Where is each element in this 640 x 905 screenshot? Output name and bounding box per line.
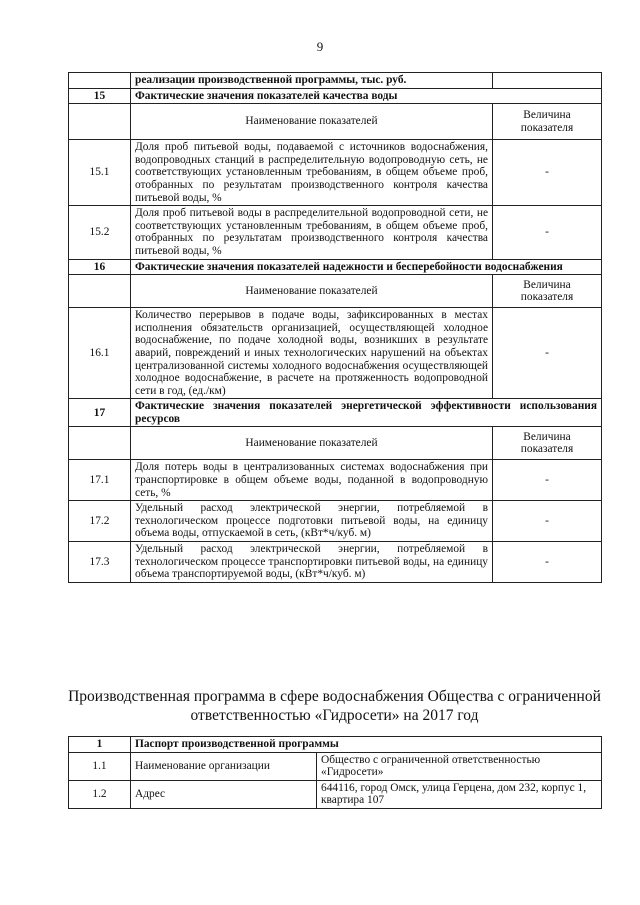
row-number: 15.2 — [69, 206, 131, 259]
indicator-text: Доля проб питьевой воды в распределительной водопроводной сети, не соответствующих установленным требованиям, в общем объеме проб, отобранных по результатам производственного контроля качества питьевой воды, % — [131, 206, 493, 259]
row-number: 1.2 — [69, 780, 131, 808]
section-title: Фактические значения показателей качества воды — [131, 88, 602, 104]
indicator-value: - — [493, 542, 602, 583]
row-number: 17.1 — [69, 460, 131, 501]
name-column-header: Наименование показателей — [131, 275, 493, 308]
row-number: 17.3 — [69, 542, 131, 583]
page-number: 9 — [316, 39, 324, 54]
section-header-15 — [69, 88, 602, 104]
row-number: 15.1 — [69, 140, 131, 206]
indicator-text: Удельный расход электрической энергии, потребляемой в технологическом процессе транспортировки питьевой воды, на единицу объема транспортируемой воды, (кВт*ч/куб. м) — [131, 542, 493, 583]
table-row — [69, 308, 602, 399]
section-header-1 — [69, 737, 602, 753]
value-column-header: Величина показателя — [493, 104, 602, 140]
indicator-value: - — [493, 460, 602, 501]
table-row — [69, 501, 602, 542]
section-header-16 — [69, 259, 602, 275]
column-header-row — [69, 427, 602, 460]
row-number: 16.1 — [69, 308, 131, 399]
name-column-header: Наименование показателей — [131, 427, 493, 460]
passport-table — [68, 736, 602, 809]
indicator-text: Доля потерь воды в централизованных системах водоснабжения при транспортировке в общем объеме воды, поданной в водопроводную сеть, % — [131, 460, 493, 501]
section-title: Фактические значения показателей надежности и бесперебойности водоснабжения — [131, 259, 602, 275]
section-number: 17 — [69, 399, 131, 427]
value-column-header: Величина показателя — [493, 427, 602, 460]
indicator-text: Доля проб питьевой воды, подаваемой с источников водоснабжения, водопроводных станций в распределительную водопроводную сеть, не соответствующих установленным требованиям, в общем объеме проб, отобранных по результатам производственного контроля качества питьевой воды, % — [131, 140, 493, 206]
passport-label: Наименование организации — [131, 752, 317, 780]
top-row-text: реализации производственной программы, тыс. руб. — [131, 73, 493, 89]
table-row — [69, 460, 602, 501]
section-header-17 — [69, 399, 602, 427]
section-title: Паспорт производственной программы — [131, 737, 602, 753]
indicator-value: - — [493, 206, 602, 259]
column-header-row — [69, 275, 602, 308]
indicators-table — [68, 72, 602, 583]
section-number: 16 — [69, 259, 131, 275]
program-heading: Производственная программа в сфере водоснабжения Общества с ограниченной ответственностью «Гидросети» на 2017 год — [68, 688, 601, 724]
passport-label: Адрес — [131, 780, 317, 808]
indicator-text: Количество перерывов в подаче воды, зафиксированных в местах исполнения обязательств организацией, осуществляющей холодное водоснабжение, по подаче холодной воды, возникших в результате аварий, повреждений и иных технологических нарушений на объектах централизованной системы холодного водоснабжения осуществляющей холодное водоснабжение, в расчете на протяженность водопроводной сети в год, (ед./км) — [131, 308, 493, 399]
passport-value: Общество с ограниченной ответственностью «Гидросети» — [317, 752, 602, 780]
value-column-header: Величина показателя — [493, 275, 602, 308]
table-row — [69, 206, 602, 259]
table-row — [69, 73, 602, 89]
name-column-header: Наименование показателей — [131, 104, 493, 140]
indicator-value: - — [493, 140, 602, 206]
table-row — [69, 542, 602, 583]
section-number: 15 — [69, 88, 131, 104]
indicator-value: - — [493, 308, 602, 399]
indicator-value: - — [493, 501, 602, 542]
section-title: Фактические значения показателей энергетической эффективности использования ресурсов — [131, 399, 602, 427]
passport-value: 644116, город Омск, улица Герцена, дом 232, корпус 1, квартира 107 — [317, 780, 602, 808]
table-row — [69, 140, 602, 206]
indicator-text: Удельный расход электрической энергии, потребляемой в технологическом процессе подготовки питьевой воды, на единицу объема воды, отпускаемой в сеть, (кВт*ч/куб. м) — [131, 501, 493, 542]
row-number: 1.1 — [69, 752, 131, 780]
row-number: 17.2 — [69, 501, 131, 542]
column-header-row — [69, 104, 602, 140]
section-number: 1 — [69, 737, 131, 753]
table-row — [69, 752, 602, 780]
table-row — [69, 780, 602, 808]
